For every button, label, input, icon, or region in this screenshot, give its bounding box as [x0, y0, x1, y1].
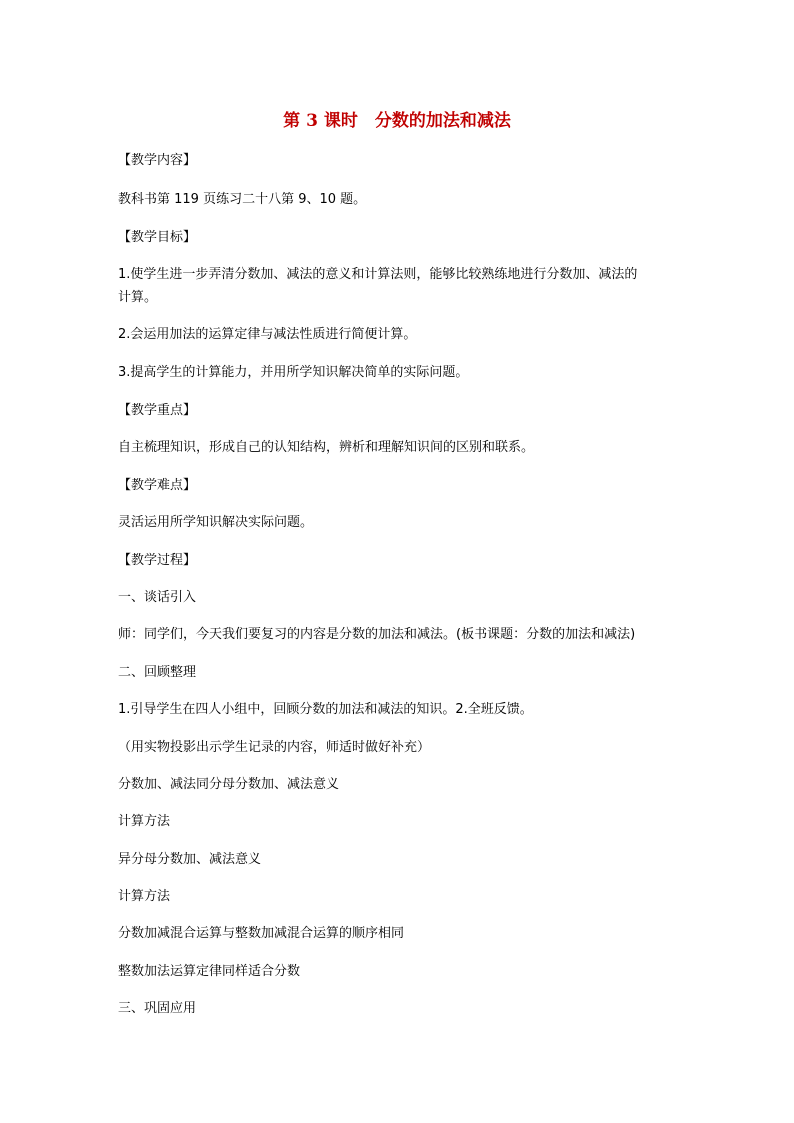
summary-calculation-method-1: 计算方法 — [118, 814, 171, 829]
goal-2: 2.会运用加法的运算定律与减法性质进行简便计算。 — [118, 327, 417, 342]
section-heading-difficulties: 【教学难点】 — [118, 478, 197, 493]
step-heading-consolidation: 三、巩固应用 — [118, 1001, 197, 1016]
paragraph-projection-note: （用实物投影出示学生记录的内容，师适时做好补充） — [118, 740, 431, 755]
summary-operation-laws: 整数加法运算定律同样适合分数 — [118, 964, 301, 979]
paragraph-key-points: 自主梳理知识，形成自己的认知结构，辨析和理解知识间的区别和联系。 — [118, 440, 535, 455]
summary-same-denominator: 分数加、减法同分母分数加、减法意义 — [118, 777, 340, 792]
paragraph-teacher-intro: 师：同学们，今天我们要复习的内容是分数的加法和减法。(板书课题：分数的加法和减法) — [118, 627, 636, 642]
paragraph-group-review: 1.引导学生在四人小组中，回顾分数的加法和减法的知识。2.全班反馈。 — [118, 702, 533, 717]
step-heading-review: 二、回顾整理 — [118, 665, 197, 680]
goal-3: 3.提高学生的计算能力，并用所学知识解决简单的实际问题。 — [118, 365, 469, 380]
section-heading-teaching-goals: 【教学目标】 — [118, 230, 197, 245]
summary-calculation-method-2: 计算方法 — [118, 889, 171, 904]
section-heading-teaching-content: 【教学内容】 — [118, 153, 197, 168]
section-heading-key-points: 【教学重点】 — [118, 403, 197, 418]
goal-1-line-2: 计算。 — [118, 290, 158, 305]
paragraph-textbook-reference: 教科书第 119 页练习二十八第 9、10 题。 — [118, 192, 367, 207]
summary-different-denominator: 异分母分数加、减法意义 — [118, 852, 262, 867]
paragraph-difficulties: 灵活运用所学知识解决实际问题。 — [118, 515, 314, 530]
lesson-title: 第 3 课时 分数的加法和减法 — [283, 111, 511, 131]
summary-mixed-operations: 分数加减混合运算与整数加减混合运算的顺序相同 — [118, 926, 405, 941]
section-heading-teaching-process: 【教学过程】 — [118, 553, 197, 568]
step-heading-introduction: 一、谈话引入 — [118, 590, 197, 605]
goal-1-line-1: 1.使学生进一步弄清分数加、减法的意义和计算法则，能够比较熟练地进行分数加、减法的 — [118, 267, 638, 282]
